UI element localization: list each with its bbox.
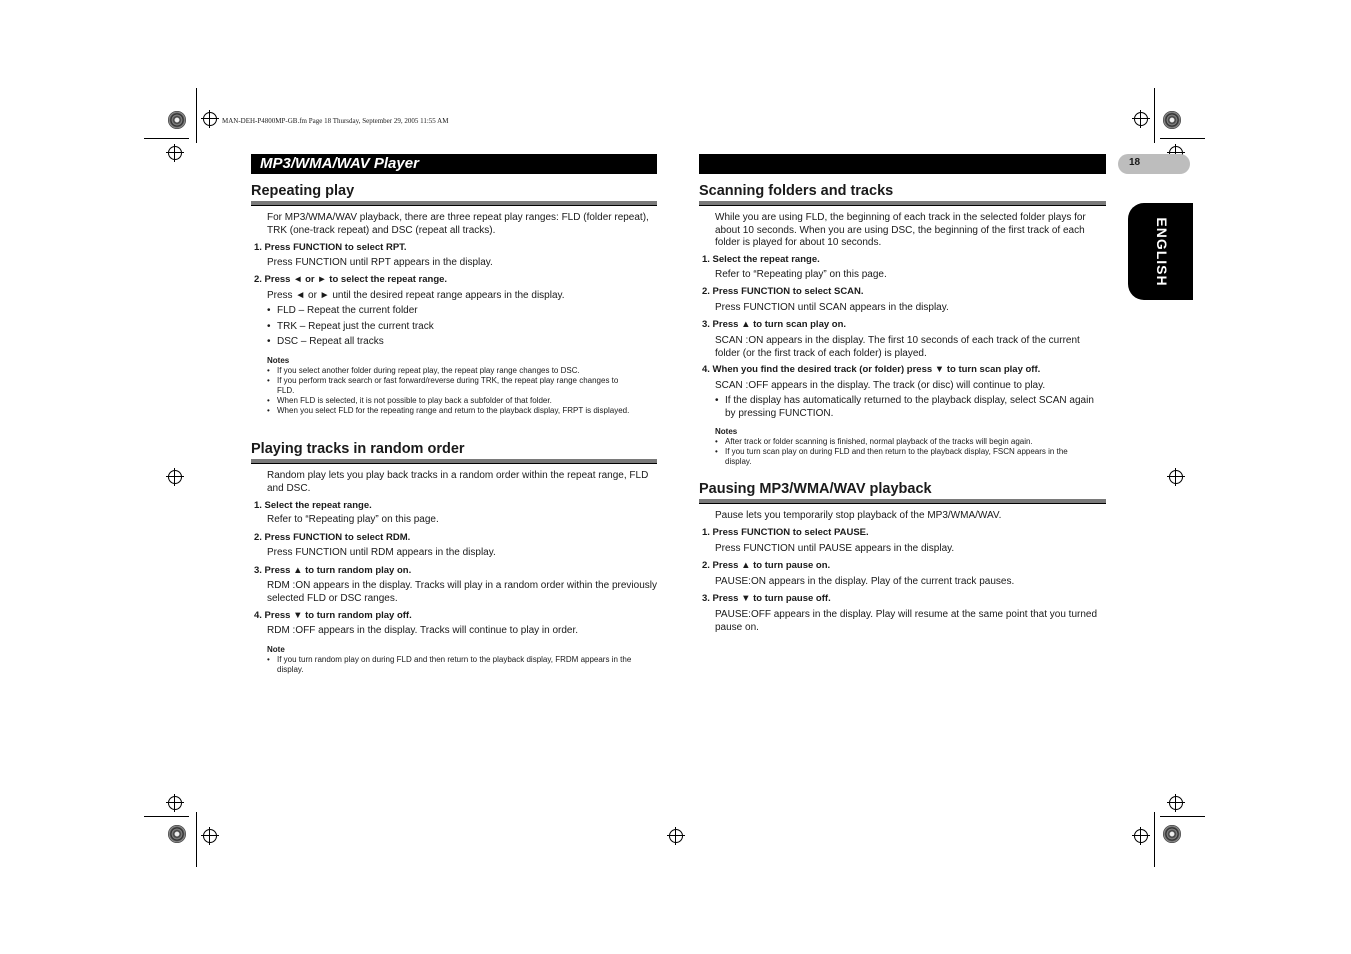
language-tab-label: ENGLISH xyxy=(1153,216,1170,287)
section-title: Playing tracks in random order xyxy=(251,441,465,457)
note-item: • If you perform track search or fast forward/reverse during TRK, the repeat play range changes to FLD. xyxy=(267,376,637,396)
step-heading: 1. Select the repeat range. xyxy=(702,254,820,265)
section-header-title: MP3/WMA/WAV Player xyxy=(260,155,419,172)
section-rule xyxy=(251,459,657,464)
intro-paragraph: Random play lets you play back tracks in a random order within the repeat range, FLD and DSC. xyxy=(267,470,649,494)
step-heading: 3. Press ▲ to turn scan play on. xyxy=(702,319,847,330)
list-item: • DSC – Repeat all tracks xyxy=(277,336,647,349)
step-body: PAUSE:OFF appears in the display. Play will resume at the same point that you turned pause on. xyxy=(715,609,1098,633)
step-heading: 2. Press ▲ to turn pause on. xyxy=(702,560,831,571)
registration-mark-icon xyxy=(203,112,217,126)
registration-mark-icon xyxy=(669,829,683,843)
step-body: Press FUNCTION until RDM appears in the display. xyxy=(267,547,496,558)
crop-mark xyxy=(144,138,189,139)
page-number: 18 xyxy=(1129,157,1141,168)
header-bar-right xyxy=(699,154,1106,174)
step-body: RDM :OFF appears in the display. Tracks will continue to play in order. xyxy=(267,625,579,636)
section-rule xyxy=(699,499,1106,504)
crop-mark xyxy=(1160,138,1205,139)
step-heading: 1. Press FUNCTION to select RPT. xyxy=(254,242,407,253)
step-heading: 2. Press FUNCTION to select SCAN. xyxy=(702,286,864,297)
step-body: PAUSE:ON appears in the display. Play of the current track pauses. xyxy=(715,576,1015,587)
step-heading: 2. Press ◄ or ► to select the repeat range. xyxy=(254,274,448,285)
crop-mark xyxy=(196,812,197,867)
notes-list xyxy=(715,437,1085,467)
registration-mark-icon xyxy=(168,146,182,160)
registration-dial-icon xyxy=(1163,825,1181,843)
step-body: Refer to “Repeating play” on this page. xyxy=(715,269,887,280)
step-heading: 3. Press ▲ to turn random play on. xyxy=(254,565,412,576)
registration-dial-icon xyxy=(1163,111,1181,129)
section-title: Scanning folders and tracks xyxy=(699,183,894,199)
step-body: SCAN :ON appears in the display. The first 10 seconds of each track of the current folder (or the first track of each folder) is played. xyxy=(715,335,1080,359)
step-body: Refer to “Repeating play” on this page. xyxy=(267,514,439,525)
list-item: • FLD – Repeat the current folder xyxy=(277,305,647,318)
header-bar-left xyxy=(251,154,657,174)
crop-mark xyxy=(144,816,189,817)
note-item: • If you turn random play on during FLD and then return to the playback display, FRDM appears in the display. xyxy=(267,655,637,675)
note-item: • If you turn scan play on during FLD and then return to the playback display, FSCN appears in the display. xyxy=(715,447,1085,467)
registration-mark-icon xyxy=(168,796,182,810)
section-rule xyxy=(251,201,657,206)
intro-paragraph: Pause lets you temporarily stop playback of the MP3/WMA/WAV. xyxy=(715,510,1002,521)
step-body: RDM :ON appears in the display. Tracks will play in a random order within the previously selected FLD or DSC ranges. xyxy=(267,580,657,604)
intro-paragraph: For MP3/WMA/WAV playback, there are three repeat play ranges: FLD (folder repeat), TRK (one-track repeat) and DSC (repeat all tracks). xyxy=(267,212,649,236)
step-body: Press ◄ or ► until the desired repeat range appears in the display. xyxy=(267,290,565,301)
intro-paragraph: While you are using FLD, the beginning of each track in the selected folder plays for about 10 seconds. When you are using DSC, the beginning of the first track of each folder is played for about 10 seconds. xyxy=(715,212,1086,248)
section-title: Pausing MP3/WMA/WAV playback xyxy=(699,481,932,497)
crop-mark xyxy=(1154,812,1155,867)
section-title: Repeating play xyxy=(251,183,355,199)
language-tab xyxy=(1128,203,1193,300)
step-body: Press FUNCTION until RPT appears in the display. xyxy=(267,257,493,268)
file-info: MAN-DEH-P4800MP-GB.fm Page 18 Thursday, September 29, 2005 11:55 AM xyxy=(222,117,449,125)
step-heading: 1. Select the repeat range. xyxy=(254,500,372,511)
crop-mark xyxy=(1154,88,1155,143)
registration-mark-icon xyxy=(1134,829,1148,843)
step-heading: 3. Press ▼ to turn pause off. xyxy=(702,593,831,604)
registration-mark-icon xyxy=(1169,470,1183,484)
registration-mark-icon xyxy=(168,470,182,484)
list-item: • If the display has automatically returned to the playback display, select SCAN again by pressing FUNCTION. xyxy=(725,395,1100,420)
step-body: Press FUNCTION until PAUSE appears in the display. xyxy=(715,543,955,554)
step-heading: 1. Press FUNCTION to select PAUSE. xyxy=(702,527,869,538)
note-item: • After track or folder scanning is finished, normal playback of the tracks will begin again. xyxy=(715,437,1085,447)
section-rule xyxy=(699,201,1106,206)
list-item: • TRK – Repeat just the current track xyxy=(277,321,647,334)
step-heading: 2. Press FUNCTION to select RDM. xyxy=(254,532,411,543)
registration-mark-icon xyxy=(1134,112,1148,126)
note-item: • When FLD is selected, it is not possible to play back a subfolder of that folder. xyxy=(267,396,637,406)
registration-mark-icon xyxy=(203,829,217,843)
notes-heading: Notes xyxy=(715,427,738,436)
notes-heading: Notes xyxy=(267,356,290,365)
step-body: SCAN :OFF appears in the display. The track (or disc) will continue to play. xyxy=(715,380,1046,391)
registration-dial-icon xyxy=(168,111,186,129)
note-item: • If you select another folder during repeat play, the repeat play range changes to DSC. xyxy=(267,366,637,376)
step-heading: 4. Press ▼ to turn random play off. xyxy=(254,610,412,621)
notes-list xyxy=(267,366,637,416)
registration-mark-icon xyxy=(1169,796,1183,810)
notes-list xyxy=(267,655,637,675)
note-item: • When you select FLD for the repeating range and return to the playback display, FRPT is displayed. xyxy=(267,406,637,416)
crop-mark xyxy=(1160,816,1205,817)
crop-mark xyxy=(196,88,197,143)
step-heading: 4. When you find the desired track (or folder) press ▼ to turn scan play off. xyxy=(702,364,1041,375)
step-body: Press FUNCTION until SCAN appears in the display. xyxy=(715,302,949,313)
notes-heading: Note xyxy=(267,645,285,654)
registration-dial-icon xyxy=(168,825,186,843)
